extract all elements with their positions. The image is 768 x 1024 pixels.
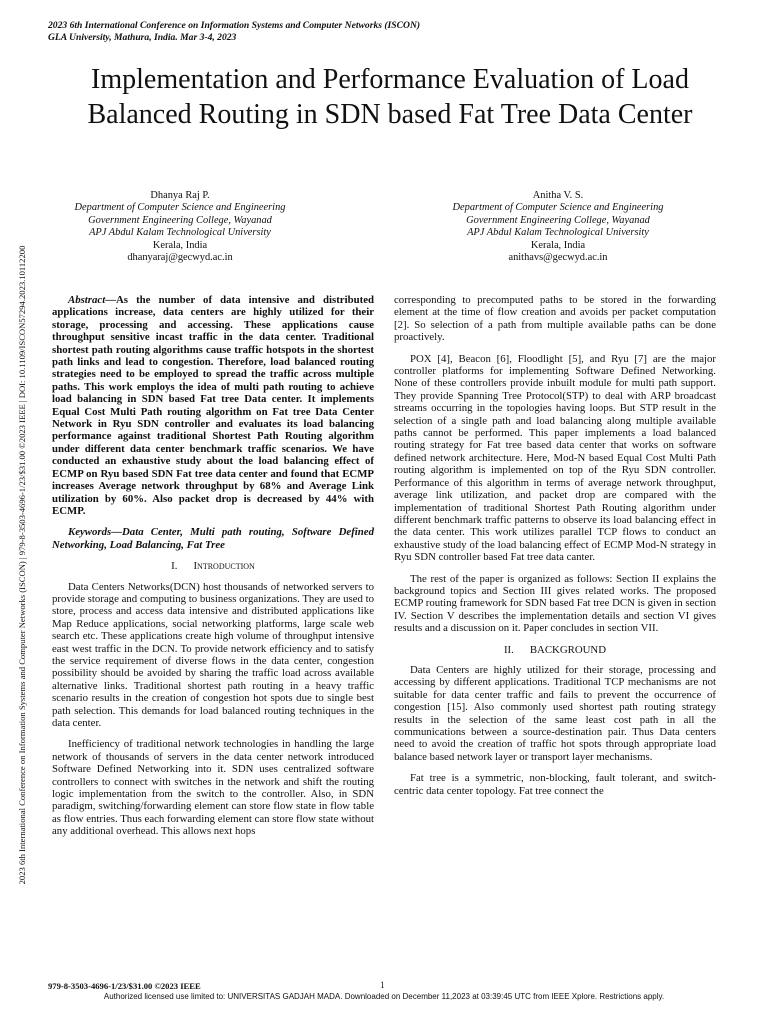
conference-name: 2023 6th International Conference on Information Systems and Computer Networks (ISCON)	[48, 20, 421, 31]
section-title: BACKGROUND	[529, 643, 607, 656]
author-email: anithavs@gecwyd.ac.in	[508, 252, 608, 264]
page-number: 1	[380, 980, 385, 990]
right-column	[394, 294, 716, 806]
body-paragraph: corresponding to precomputed paths to be stored in the forwarding element at the time of flow creation and avoids per packet computation [2]. So selection of a path from multiple available paths can be done proactively.	[394, 294, 716, 344]
author-department: Department of Computer Science and Engineering	[74, 202, 286, 214]
author-location: Kerala, India	[152, 239, 208, 251]
keywords	[52, 526, 374, 551]
side-identifier: 2023 6th International Conference on Information Systems and Computer Networks (ISCON) | 979-8-3503-4696-1/23/$31.00 ©2023 IEEE | DOI: 10.1109/ISCON57294.2023.10112200	[17, 245, 27, 885]
body-paragraph: POX [4], Beacon [6], Floodlight [5], and Ryu [7] are the major controller platforms for implementing Software Defined Networking. None of these controllers provide inbuilt module for multi path support. They provide Spanning Tree Protocol(STP) to deal with ARP broadcast streams occurring in the topologies having loops. But STP result in the selection of a single path and load balancing along multiple available paths cannot be performed. This paper implements a load balanced routing strategy for Fat tree based data center that works on software defined network architecture. Here, Mod-N based Equal Cost Multi Path routing algorithm is implemented on top of the Ryu SDN controller. Performance of this algorithm in terms of average network throughput, average link utilization, and packet drop are compared with the implementation of traditional Shortest Path Routing algorithm under different benchmark traffic patterns to observe its load balancing effect in the data center. This work utilizes parallel TCP flows to conduct an exhaustive study of the load balancing effect of ECMP Mod-N strategy in Ryu SDN controller based Fat tree data canter.	[394, 352, 716, 564]
body-paragraph: Data Centers are highly utilized for their storage, processing and accessing by different applications. Traditional TCP mechanisms are not suitable for data center traffic and fails to prevent the occurrence of congestion [15]. Also commonly used shortest path routing strategy results in the selection of the same least cost path in all the communications between a source-destination pair. Thus Data centers need to avoid the creation of traffic hot spots through appropriate load balance based network layer or transport layer mechanisms.	[394, 663, 716, 763]
author-name: Dhanya Raj P.	[150, 190, 210, 201]
keywords-text: —Data Center, Multi path routing, Software Defined Networking, Load Balancing, Fat Tree	[52, 526, 374, 551]
author-name: Anitha V. S.	[532, 190, 584, 201]
section-heading-introduction	[52, 560, 374, 572]
author-college: Government Engineering College, Wayanad	[466, 214, 650, 226]
author-department: Department of Computer Science and Engineering	[452, 202, 664, 214]
author-block	[408, 190, 708, 264]
author-location: Kerala, India	[530, 239, 586, 251]
section-number: II.	[503, 643, 514, 656]
author-email: dhanyaraj@gecwyd.ac.in	[127, 252, 233, 264]
paper-title: Implementation and Performance Evaluation of Load Balanced Routing in SDN based Fat Tree Data Center	[87, 64, 693, 130]
abstract-text: —As the number of data intensive and distributed applications increase, data centers are highly utilized for their storage, processing and accessing. These applications cause throughput sensitive incast traffic in the data center. Traditional shortest path routing algorithms cause traffic hotspots in the shortest path links and lead to congestion. Therefore, load balanced routing strategies need to be employed to spread the traffic across multiple paths. This work employs the idea of multi path routing to achieve load balancing in SDN based Fat tree Data center. It implements Equal Cost Multi Path routing algorithm on Fat tree Data Center Network in Ryu SDN controller and evaluates its load balancing performance against traditional Shortest Path Routing algorithm under different data center benchmark traffic scenarios. We have conducted an exhaustive study about the load balancing effect of ECMP on Ryu based SDN Fat tree data center and found that ECMP increases Average network throughput by 68% and Average Link utilization by 60%. Also packet drop is decreased by 44% with ECMP.	[52, 294, 374, 517]
keywords-label: Keywords	[68, 526, 112, 539]
section-heading-background	[394, 644, 716, 656]
abstract	[52, 294, 374, 517]
left-column	[52, 294, 374, 847]
author-university: APJ Abdul Kalam Technological University	[467, 227, 649, 239]
body-paragraph: Data Centers Networks(DCN) host thousands of networked servers to provide storage and computing to business organizations. They are used to store, process and access data intensive and distributed applications like Map Reduce applications, social networking platforms, large scale web search etc. These applications create high volume of throughput intensive east west traffic in the DCN. To provide network efficiency and to satisfy the service requirement of diverse flows in the data center, congestion possibility should be avoided by sharing the traffic load across available alternative links. Traditional shortest path routing in a heavy traffic scenario results in the creation of congestion hot spots due to single best path selection. This demands for load balanced routing techniques in the data center.	[52, 580, 374, 729]
conference-header	[48, 20, 420, 44]
section-title: Introduction	[193, 560, 255, 573]
section-number: I.	[171, 560, 178, 573]
author-college: Government Engineering College, Wayanad	[88, 214, 272, 226]
copyright-footer: 979-8-3503-4696-1/23/$31.00 ©2023 IEEE	[48, 981, 201, 991]
author-university: APJ Abdul Kalam Technological University	[89, 227, 271, 239]
body-paragraph: Fat tree is a symmetric, non-blocking, fault tolerant, and switch-centric data center topology. Fat tree connect the	[394, 772, 716, 797]
abstract-label: Abstract	[68, 294, 106, 306]
body-paragraph: The rest of the paper is organized as follows: Section II explains the background topics and Section III gives related works. The proposed ECMP routing framework for SDN based Fat tree DCN is given in section IV. Section V describes the implementation details and section VI gives results and a discussion on it. Paper concludes in section VII.	[394, 572, 716, 635]
conference-venue: GLA University, Mathura, India. Mar 3-4, 2023	[48, 32, 237, 43]
license-notice: Authorized licensed use limited to: UNIVERSITAS GADJAH MADA. Downloaded on December 11,2023 at 03:39:45 UTC from IEEE Xplore. Restrictions apply.	[103, 992, 665, 1001]
body-paragraph: Inefficiency of traditional network technologies in handling the large network of thousands of servers in the data center network introduced Software Defined Networking into it. SDN uses centralized software controllers to connect with switches in the network and shift the routing logic implementation from the switch to the controller. Also, in SDN paradigm, switching/forwarding element can store flow state in flow table as flow entries. Thus each forwarding element can store flow state without any additional overhead. This allows next hops	[52, 738, 374, 838]
author-block	[30, 190, 330, 264]
